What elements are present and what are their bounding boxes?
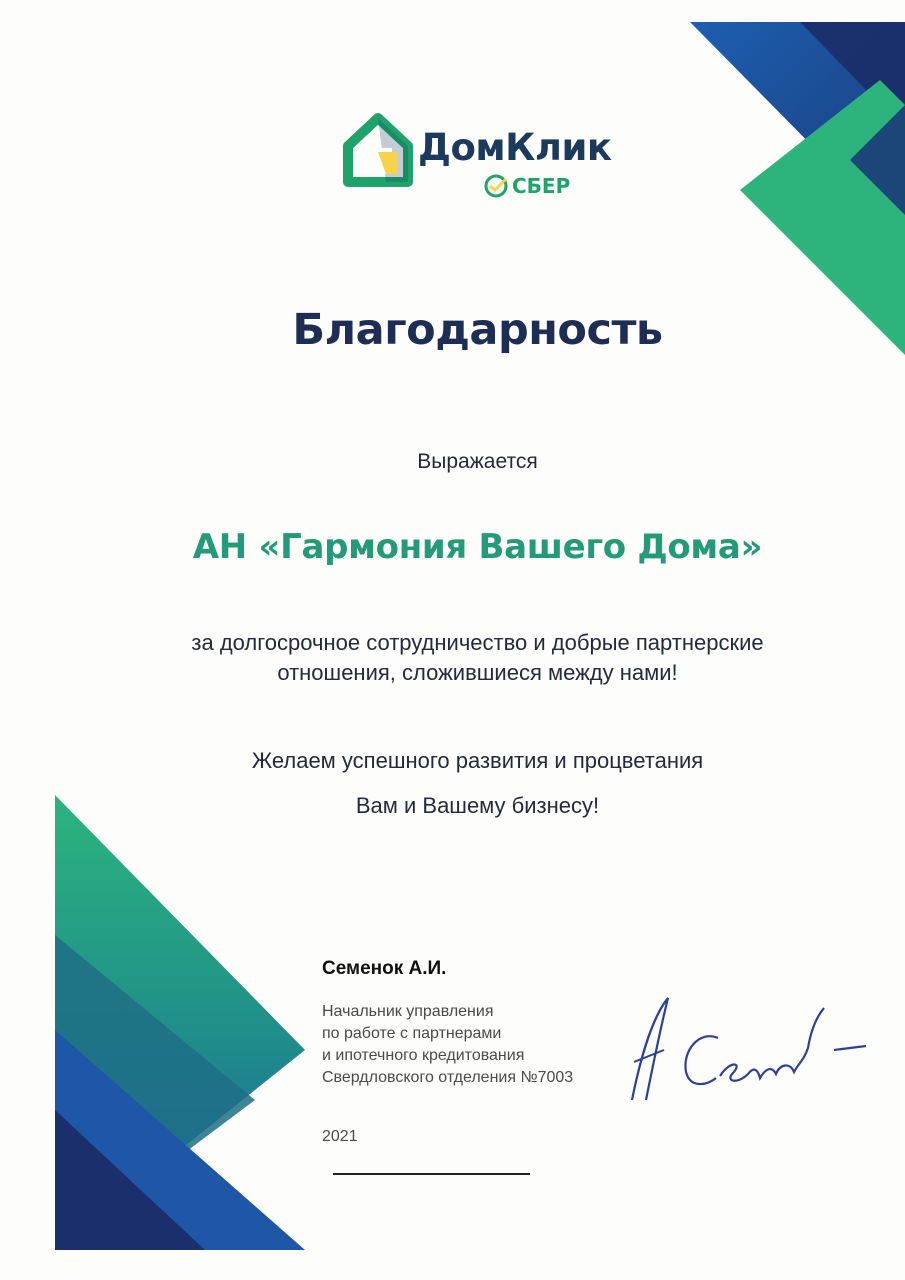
recipient-name: АН «Гармония Вашего Дома» [192, 527, 763, 567]
house-icon [342, 112, 414, 188]
position-line: Начальник управления [322, 1003, 494, 1020]
signatory-name: Семенок А.И. [322, 958, 447, 979]
wish-line-1: Желаем успешного развития и процветания [251, 748, 704, 773]
expressed-text: Выражается [417, 450, 538, 473]
position-line: и ипотечного кредитования [322, 1047, 525, 1064]
handwritten-signature [620, 990, 870, 1105]
signatory-position [322, 1001, 573, 1089]
signature-line [333, 1173, 530, 1175]
position-line: по работе с партнерами [322, 1025, 502, 1042]
reason-line-2: отношения, сложившиеся между нами! [277, 660, 678, 685]
position-line: Свердловского отделения №7003 [322, 1069, 574, 1086]
wish-line-2: Вам и Вашему бизнесу! [355, 793, 600, 818]
certificate-title: Благодарность [292, 305, 663, 355]
brand-name: ДомКлик [418, 126, 612, 169]
domclick-logo [342, 112, 622, 204]
reason-line-1: за долгосрочное сотрудничество и добрые партнерские [191, 630, 764, 655]
year: 2021 [322, 1128, 358, 1145]
partner-name: СБЕР [512, 174, 571, 198]
sber-check-icon [484, 174, 508, 198]
